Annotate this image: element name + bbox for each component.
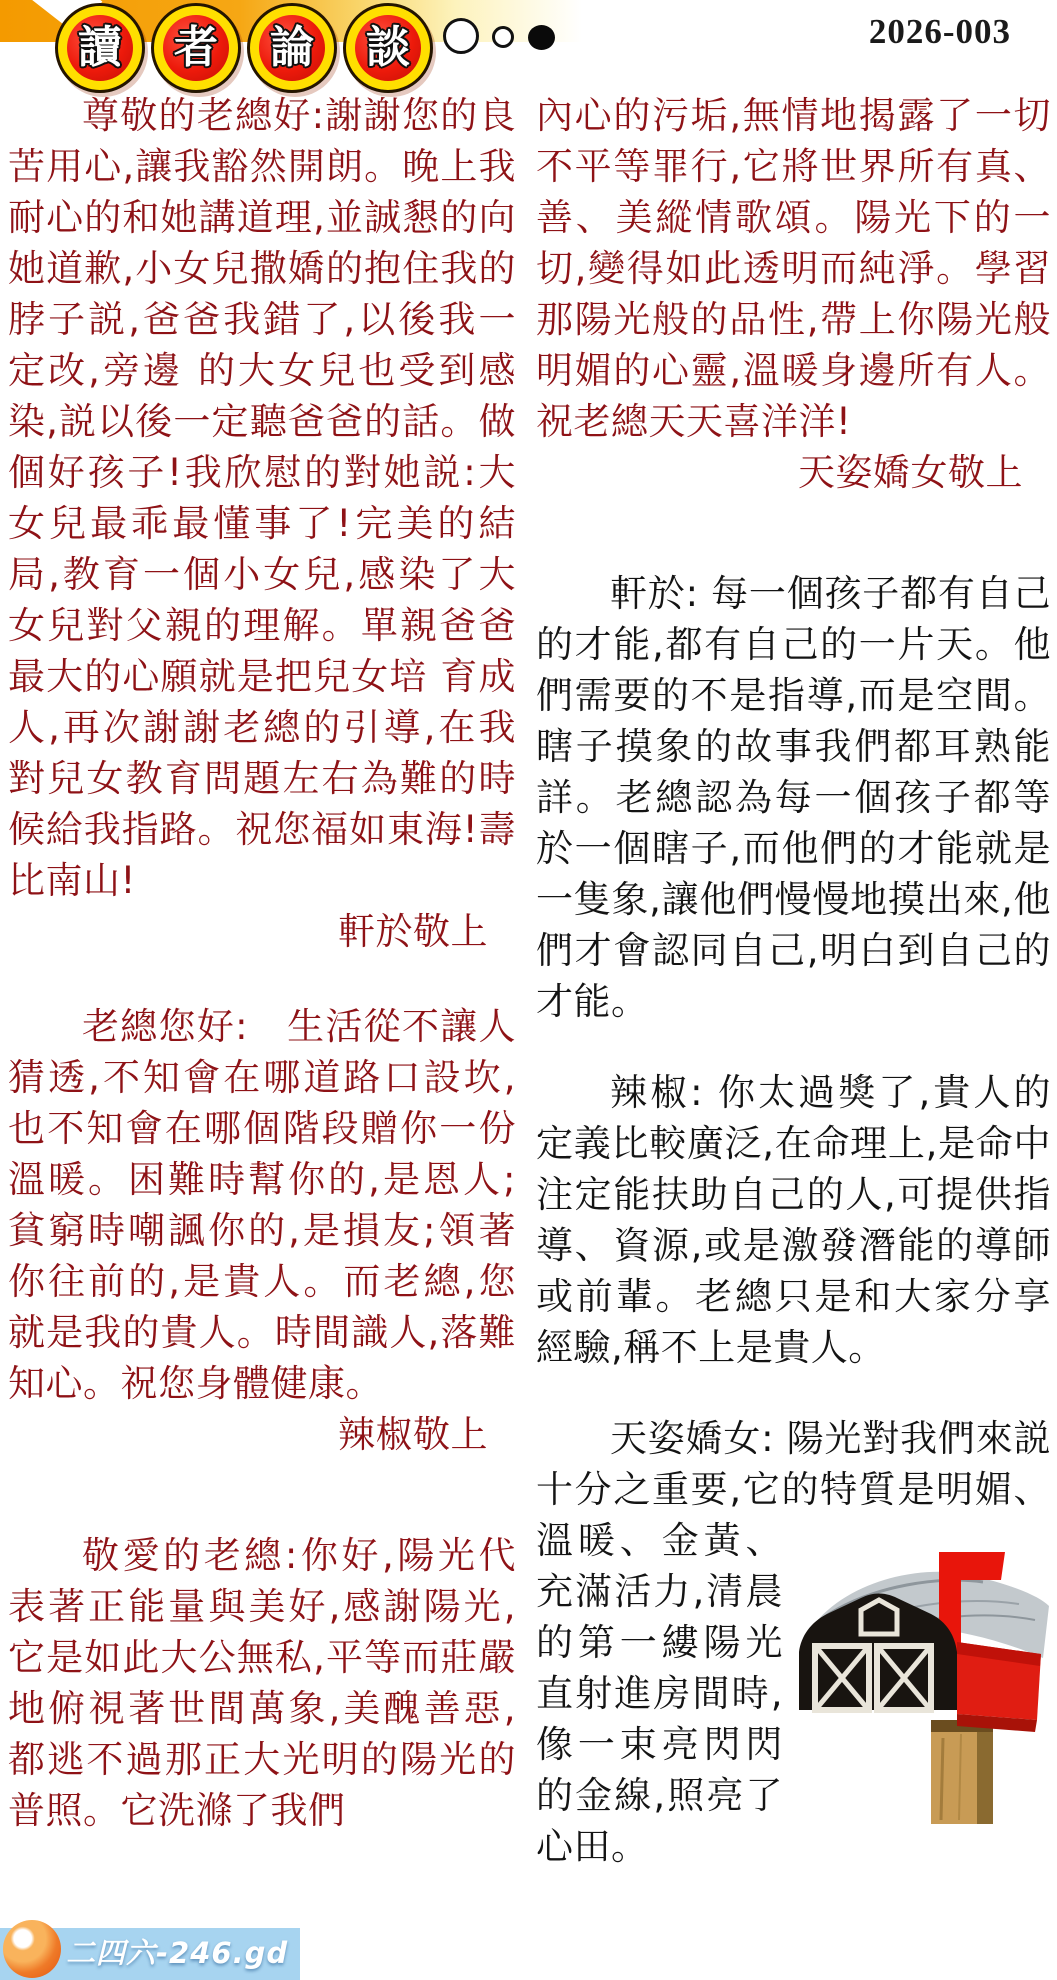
right-column — [536, 90, 1051, 1872]
reply-1-text: 軒於: 每一個孩子都有自己的才能,都有自己的一片天。他們需要的不是指導,而是空間。瞎子摸象的故事我們都耳熟能詳。老總認為每一個孩子都等於一個瞎子,而他們的才能就是一隻象,讓他們慢慢地摸出來,他們才會認同自己,明白到自己的才能。 — [536, 572, 1051, 1023]
logo-circle-4 — [343, 3, 433, 93]
letter-1-signature: 軒於敬上 — [338, 910, 488, 953]
logo-char-2: 者 — [174, 22, 218, 73]
letter-3-continuation-text: 內心的污垢,無情地揭露了一切不平等罪行,它將世界所有真、善、美縱情歌頌。陽光下的一切,變得如此透明而純淨。學習那陽光般的品性,帶上你陽光般明媚的心靈,溫暖身邊所有人。祝老總天天喜洋洋! — [536, 94, 1051, 443]
reply-2-text: 辣椒: 你太過獎了,貴人的定義比較廣泛,在命理上,是命中注定能扶助自己的人,可提供指導、資源,或是激發潛能的導師或前輩。老總只是和大家分享經驗,稱不上是貴人。 — [536, 1071, 1051, 1369]
logo-char-4: 談 — [366, 22, 410, 73]
page-body — [8, 90, 1051, 1872]
deco-circle-large-icon — [443, 18, 479, 54]
deco-circle-filled-icon — [528, 25, 555, 50]
watermark-logo-icon — [3, 1920, 61, 1978]
letter-3-text: 敬愛的老總:你好,陽光代表著正能量與美好,感謝陽光,它是如此大公無私,平等而莊嚴地俯視著世間萬象,美醜善惡,都逃不過那正大光明的陽光的普照。它洗滌了我們 — [8, 1534, 516, 1832]
mailbox-image — [783, 1548, 1051, 1824]
logo-circle-1 — [55, 3, 145, 93]
deco-circle-small-icon — [492, 26, 514, 48]
letter-2-signature: 辣椒敬上 — [338, 1413, 488, 1456]
left-column — [8, 90, 516, 1872]
letter-2-text: 老總您好: 生活從不讓人猜透,不知會在哪道路口設坎,也不知會在哪個階段贈你一份溫暖。困難時幫你的,是恩人;貧窮時嘲諷你的,是損友;領著你往前的,是貴人。而老總,您就是我的貴人。時間識人,落難知心。祝您身體健康。 — [8, 1005, 516, 1405]
logo-circle-2 — [151, 3, 241, 93]
watermark-banner — [0, 1928, 300, 1980]
watermark-text: 二四六-246.gd — [66, 1936, 289, 1970]
masthead-logo — [55, 3, 433, 93]
logo-char-1: 讀 — [78, 22, 122, 73]
logo-circle-3 — [247, 3, 337, 93]
letter-1-text: 尊敬的老總好:謝謝您的良苦用心,讓我豁然開朗。晚上我耐心的和她講道理,並誠懇的向她道歉,小女兒撒嬌的抱住我的脖子説,爸爸我錯了,以後我一定改,旁邊 的大女兒也受到感染,説以後一定聽爸爸的話。做個好孩子!我欣慰的對她説:大女兒最乖最懂事了!完美的結局,教育一個小女兒,感染了大女兒對父親的理解。單親爸爸最大的心願就是把兒女培 育成人,再次謝謝老總的引導,在我對兒女教育問題左右為難的時候給我指路。祝您福如東海!壽比南山! — [8, 94, 516, 902]
letter-3-signature: 天姿嬌女敬上 — [798, 451, 1023, 494]
reply-3-block — [536, 1413, 1051, 1872]
logo-char-3: 論 — [270, 22, 314, 73]
issue-number: 2026-003 — [868, 12, 1011, 51]
reply-3-text: 天姿嬌女: 陽光對我們來説十分之重要,它的特質是明媚、溫暖、金黃、充滿活力,清晨的第一縷陽光直射進房間時,像一束亮閃閃的金線,照亮了心田。 — [536, 1417, 1051, 1868]
